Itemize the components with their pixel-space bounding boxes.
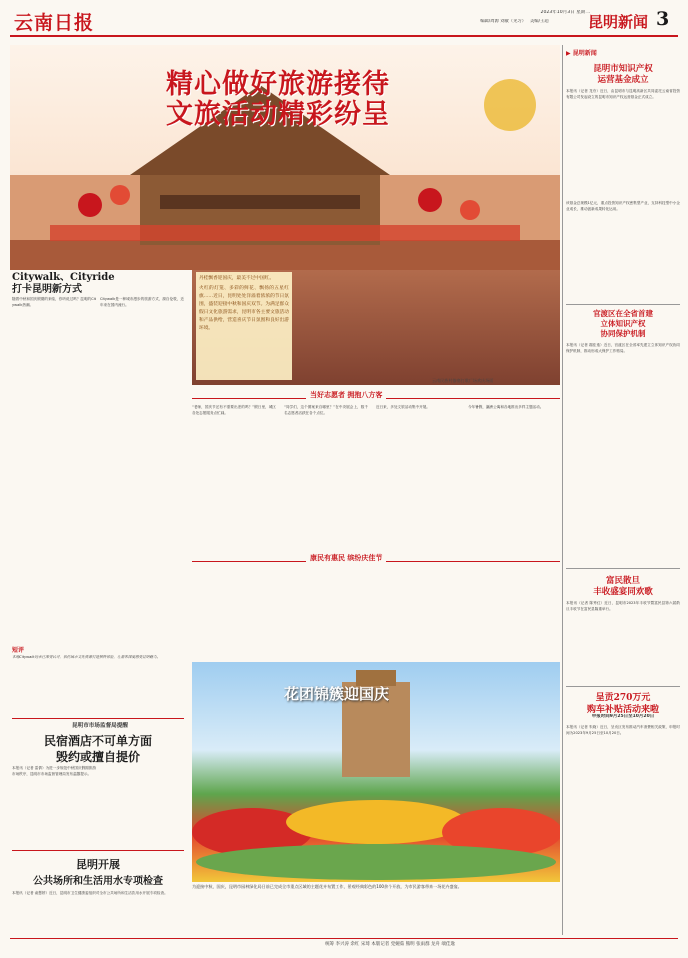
sidebar-rule-3 bbox=[566, 686, 680, 687]
cg-title-1: 呈贡270万元 bbox=[595, 693, 651, 703]
hero-intro: 火红的灯笼、多彩的鲜花、飘扬的五星红旗……近日，昆明处处洋溢着浓浓的节日氛围，盛装迎接中秋和国庆双节。为满足群众假日文化旅游需求，昆明市各主要文旅活动和产品供给，营造喜庆节日氛围和良好出游环境。 bbox=[199, 286, 289, 331]
hotel-rule bbox=[12, 718, 184, 719]
paper-logo: 云南日报 bbox=[14, 12, 95, 34]
hero-subtitle: 丹桂飘香迎国庆，最美不过中国红。 bbox=[199, 276, 275, 281]
column-c8 bbox=[468, 568, 560, 654]
masthead-date: 2023年10月3日 星期二 bbox=[540, 10, 590, 15]
page-number: 3 bbox=[656, 8, 670, 30]
sidebar-tag: ▶ 昆明新闻 bbox=[566, 50, 597, 57]
flower-caption: 为迎接中秋、国庆，昆明市园林绿化局日前已完成全市重点区域的主题花卉布置工作，景观经典彩色的100余个开放，为市民游客带来一场花卉盛宴。 bbox=[192, 884, 462, 889]
cg-p: 本报讯（记者 朱晓）近日，呈贡区发布推动汽车消费相关政策，申报时间为2023年9月25日至10月20日。 bbox=[566, 725, 680, 736]
masthead-editor: 编辑/周源 刘敏（见习） bbox=[480, 19, 526, 24]
footer-credits: 统筹 李兴涛 余红 宋琦 本版记者 党婉茹 熊明 张雨群 龙舟 端佳逸 bbox=[325, 942, 455, 947]
short-comment-tag: 短评 bbox=[12, 647, 25, 654]
masthead-designer: 美编/王超 bbox=[530, 19, 549, 24]
gd-p: 本报讯（记者 端佳逸）近日，官渡区在全省率先建立立体知识产权协同保护机制，推动形成大保护工作格局。 bbox=[566, 343, 680, 354]
citywalk-title-2: 打卡昆明新方式 bbox=[12, 284, 82, 295]
fm-title-2: 丰收盛宴同欢歌 bbox=[593, 587, 653, 597]
hotel-p1: 本报讯（记者 雷倩）为进一步规范中秋国庆假期旅游市场秩序，昆明市市场监督管理局发布温馨提示。 bbox=[12, 766, 96, 777]
citywalk-p1: 随着中秋和国庆假期的来临，你听说过吗？昆明的Citywalk热潮。 bbox=[12, 297, 96, 308]
citywalk-p1b bbox=[12, 460, 96, 640]
gd-title-1: 官渡区在全省首建 bbox=[593, 309, 653, 318]
cg-title-3: 申报时间9月25日至10月20日 bbox=[591, 714, 655, 719]
column-c1: “老师，国庆节还有不需要出差的吗？”假日里，城区各处志愿服务点忙碌。 bbox=[192, 405, 276, 416]
citywalk-p2: Citywalk是一种城市漫步的旅游方式，源自伦敦，近年来在国内流行。 bbox=[100, 297, 184, 308]
column-c5 bbox=[192, 568, 276, 654]
hotel-title-1: 昆明市市场监督局提醒 bbox=[72, 723, 128, 729]
fountain-title-2: 公共场所和生活用水专项检查 bbox=[33, 876, 163, 887]
section-title: 昆明新闻 bbox=[588, 13, 649, 31]
sidebar-rule-2 bbox=[566, 568, 680, 569]
citywalk-title-1: Citywalk、Cityride bbox=[12, 272, 115, 283]
column-c6 bbox=[284, 568, 368, 654]
masthead bbox=[0, 0, 688, 44]
fountain-p: 本报讯（记者 俞慧婷）近日，昆明市卫生健康委组织对全市公共场所和生活饮用水开展专项检查。 bbox=[12, 891, 168, 895]
sidebar-divider bbox=[562, 45, 563, 935]
fountain-rule bbox=[12, 850, 184, 851]
gd-title-3: 协同保护机制 bbox=[600, 329, 646, 338]
fm-title-1: 富民散旦 bbox=[605, 576, 640, 586]
fm-p: 本报讯（记者 陈秀红）近日，昆明市2023年丰收节暨富民县第六届散旦丰收节在富民县隆重举行。 bbox=[566, 601, 680, 612]
ip-title-1: 昆明市知识产权 bbox=[593, 64, 653, 74]
hotel-title-3: 毁约或擅自提价 bbox=[55, 750, 140, 764]
fountain-title-1: 昆明开展 bbox=[76, 858, 120, 871]
column-title-1: 当好志愿者 拥抱八方客 bbox=[306, 390, 386, 400]
hotel-p2 bbox=[100, 765, 184, 845]
column-title-2: 康民有惠民 缤纷庆佳节 bbox=[306, 553, 386, 563]
column-c3: 近日来，多处文旅活动集中开展。 bbox=[376, 405, 430, 409]
cg-title-2: 购车补贴活动来啦 bbox=[586, 705, 659, 715]
hotel-title-2: 民宿酒店不可单方面 bbox=[43, 734, 152, 748]
hero-headline-1: 精心做好旅游接待 bbox=[166, 69, 390, 100]
hero-textbox bbox=[196, 272, 292, 380]
hero-caption: 云南民族村傣寨打歌广场欢庆场面 bbox=[432, 378, 494, 383]
sidebar-rule-1 bbox=[566, 304, 680, 305]
masthead-rule bbox=[10, 35, 678, 37]
short-comment: 本地Citywalk近来已深受认可，依托城市文化资源打造独特体验，让游客深度感受昆明魅力。 bbox=[12, 655, 161, 659]
gd-title-2: 立体知识产权 bbox=[600, 319, 646, 328]
column-c4: 今年暑假，瀛洲公寓和各地推出多样主题活动。 bbox=[468, 405, 544, 409]
ip-p1: 本报讯（记者 龙舟）近日，由昆明市与昆明高新区共同委托云南省投资有限公司发起设立的昆明市知识产权运营基金正式成立。 bbox=[566, 89, 680, 100]
ip-p2: 该基金总规模1亿元，重点投资知识产权密集型产业，支持科技型中小企业成长，推动创新成果转化运用。 bbox=[566, 201, 680, 212]
flower-title: 花团锦簇迎国庆 bbox=[284, 685, 390, 703]
hero-headline-2: 文旅活动精彩纷呈 bbox=[166, 99, 390, 130]
ip-title-2: 运营基金成立 bbox=[597, 75, 649, 85]
column-c7 bbox=[376, 568, 460, 654]
footer-rule bbox=[10, 938, 678, 939]
column-c2: “同学们，这个图案来自哪里？”在中央展会上，数千名志愿者活跃在各个点位。 bbox=[284, 405, 368, 416]
